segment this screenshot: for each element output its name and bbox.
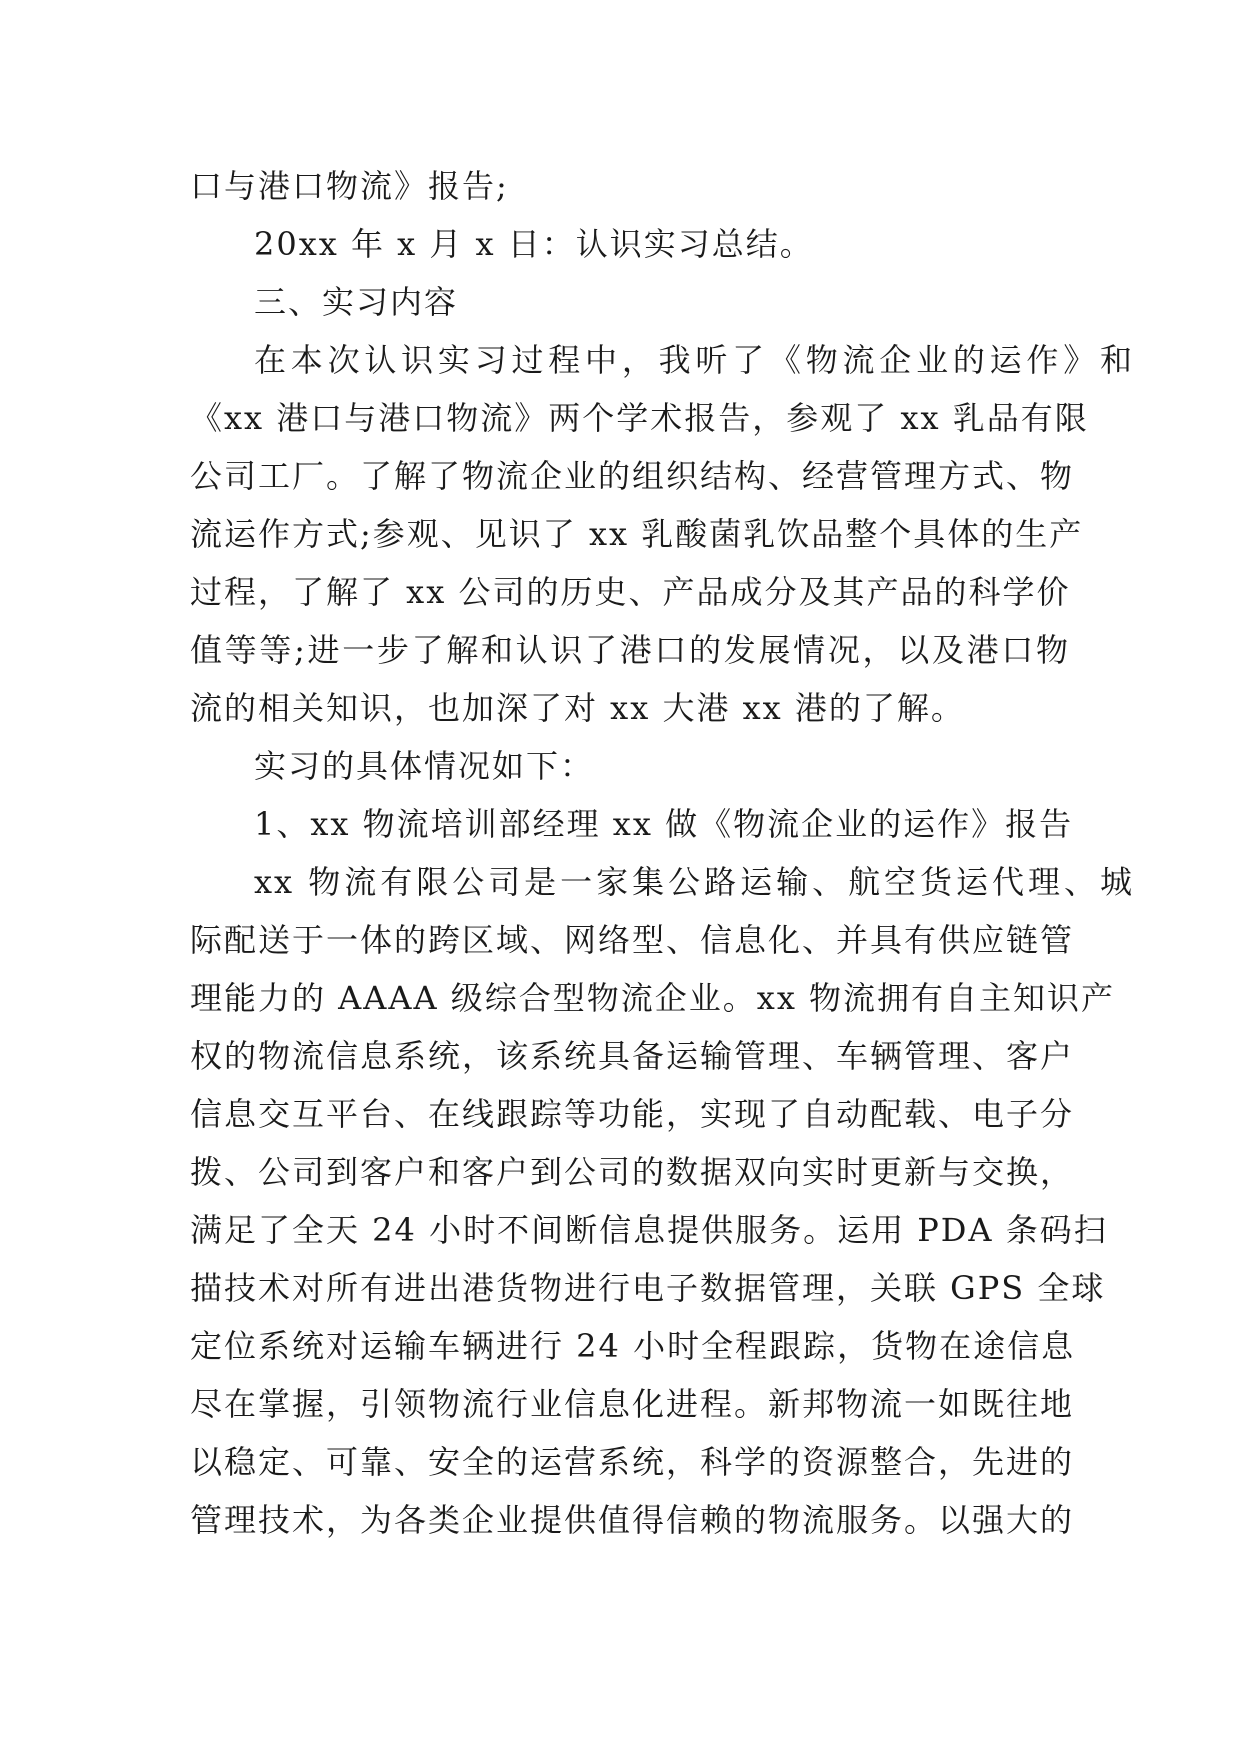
text-line: 实习的具体情况如下： — [254, 747, 595, 785]
body-text — [190, 157, 1134, 1549]
text-line: 在本次认识实习过程中，我听了《物流企业的运作》和 — [254, 341, 1134, 379]
text-line: 《xx 港口与港口物流》两个学术报告，参观了 xx 乳品有限 — [190, 399, 1089, 437]
section-heading: 三、实习内容 — [254, 283, 459, 321]
text-line: 尽在掌握，引领物流行业信息化进程。新邦物流一如既往地 — [190, 1385, 1075, 1423]
subsection-heading: 1、xx 物流培训部经理 xx 做《物流企业的运作》报告 — [254, 805, 1074, 843]
text-line: 20xx 年 x 月 x 日：认识实习总结。 — [254, 225, 814, 263]
text-line: 拨、公司到客户和客户到公司的数据双向实时更新与交换， — [190, 1153, 1075, 1191]
text-line: 理能力的 AAAA 级综合型物流企业。xx 物流拥有自主知识产 — [190, 979, 1116, 1017]
text-line: 公司工厂。了解了物流企业的组织结构、经营管理方式、物 — [190, 457, 1075, 495]
text-line: 信息交互平台、在线跟踪等功能，实现了自动配载、电子分 — [190, 1095, 1075, 1133]
text-line: 定位系统对运输车辆进行 24 小时全程跟踪，货物在途信息 — [190, 1327, 1076, 1365]
text-line: 流运作方式;参观、见识了 xx 乳酸菌乳饮品整个具体的生产 — [190, 515, 1084, 553]
text-line: 值等等;进一步了解和认识了港口的发展情况，以及港口物 — [190, 631, 1070, 669]
text-line: 过程，了解了 xx 公司的历史、产品成分及其产品的科学价 — [190, 573, 1071, 611]
text-line: 口与港口物流》报告; — [190, 167, 509, 205]
text-line: xx 物流有限公司是一家集公路运输、航空货运代理、城 — [254, 863, 1134, 901]
text-line: 管理技术，为各类企业提供值得信赖的物流服务。以强大的 — [190, 1501, 1075, 1539]
text-line: 满足了全天 24 小时不间断信息提供服务。运用 PDA 条码扫 — [190, 1211, 1108, 1249]
text-line: 以稳定、可靠、安全的运营系统，科学的资源整合，先进的 — [190, 1443, 1075, 1481]
text-line: 际配送于一体的跨区域、网络型、信息化、并具有供应链管 — [190, 921, 1075, 959]
text-line: 描技术对所有进出港货物进行电子数据管理，关联 GPS 全球 — [190, 1269, 1106, 1307]
text-line: 流的相关知识，也加深了对 xx 大港 xx 港的了解。 — [190, 689, 965, 727]
text-line: 权的物流信息系统，该系统具备运输管理、车辆管理、客户 — [190, 1037, 1075, 1075]
